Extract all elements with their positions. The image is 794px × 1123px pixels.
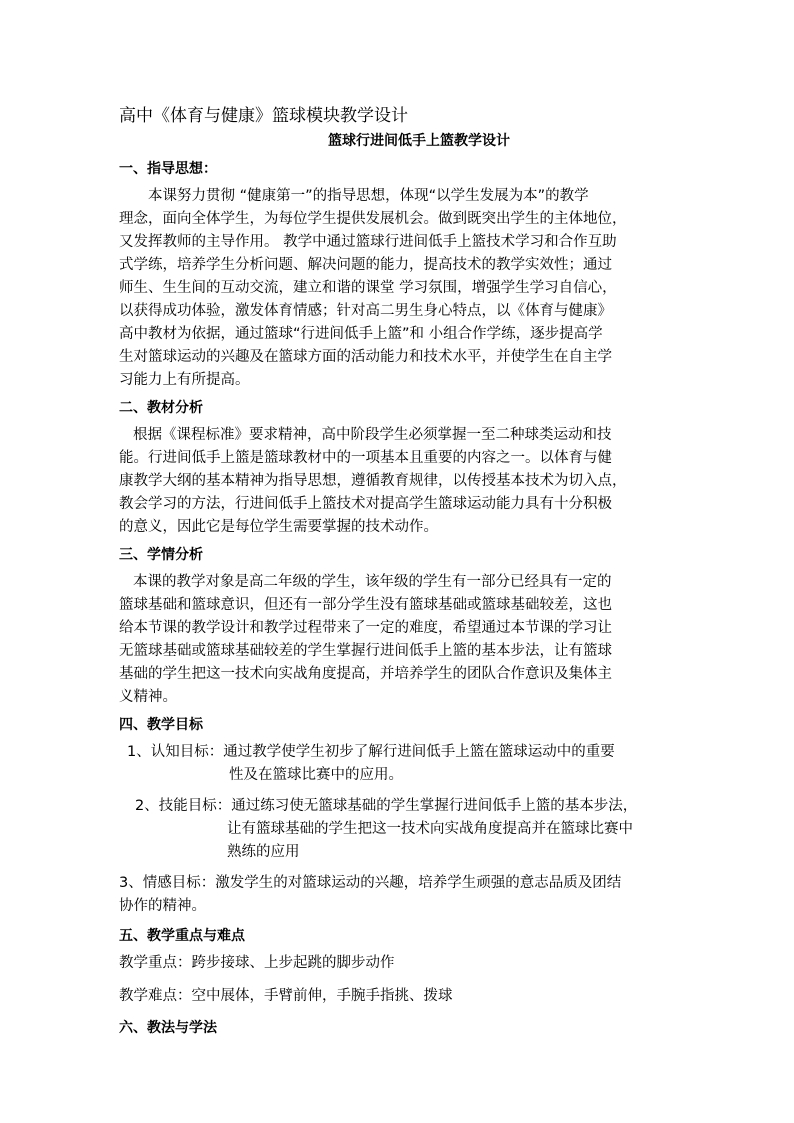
paragraph-line: 又发挥教师的主导作用。 教学中通过篮球行进间低手上篮技术学习和合作互助 — [119, 234, 617, 250]
section-heading-guiding-ideology: 一、指导思想： — [119, 161, 217, 177]
objective-text: 性及在篮球比赛中的应用。 — [229, 767, 403, 783]
section-paragraph-textbook-analysis — [119, 424, 681, 539]
objective-text: 通过教学使学生初步了解行进间低手上篮在篮球运动中的重要 — [223, 744, 615, 760]
paragraph-line: 本课的教学对象是高二年级的学生，该年级的学生有一部分已经具有一定的 — [133, 574, 612, 590]
paragraph-line: 根据《课程标准》要求精神，高中阶段学生必须掌握一至二种球类运动和技 — [133, 427, 612, 443]
objective-text: 通过练习使无篮球基础的学生掌握行进间低手上篮的基本步法， — [231, 798, 638, 814]
objective-label: 1、认知目标： — [127, 744, 224, 760]
paragraph-line: 基础的学生把这一技术向实战角度提高，并培养学生的团队合作意识及集体主 — [119, 666, 612, 682]
paragraph-line: 无篮球基础或篮球基础较差的学生掌握行进间低手上篮的基本步法，让有篮球 — [119, 643, 612, 659]
objective-affective — [119, 872, 681, 918]
paragraph-line: 高中教材为依据，通过篮球“行进间低手上篮”和 小组合作学练，逐步提高学 — [119, 326, 603, 342]
paragraph-line: 式学练，培养学生分析问题、解决问题的能力，提高技术的教学实效性；通过 — [119, 257, 612, 273]
paragraph-line: 的意义，因此它是每位学生需要掌握的技术动作。 — [119, 519, 438, 535]
objective-cognitive — [119, 741, 681, 787]
objective-text: 协作的精神。 — [119, 898, 206, 914]
objective-text: 3、情感目标：激发学生的对篮球运动的兴趣，培养学生顽强的意志品质及团结 — [119, 875, 622, 891]
paragraph-line: 生对篮球运动的兴趣及在篮球方面的活动能力和技术水平，并使学生在自主学 — [119, 349, 612, 365]
objective-label: 2、技能目标： — [135, 798, 232, 814]
section-paragraph-learner-analysis — [119, 571, 681, 709]
paragraph-line: 理念，面向全体学生，为每位学生提供发展机会。做到既突出学生的主体地位， — [119, 211, 627, 227]
paragraph-line: 习能力上有所提高。 — [119, 372, 250, 388]
paragraph-line: 本课努力贯彻 “健康第一”的指导思想，体现“以学生发展为本”的教学 — [148, 188, 589, 204]
teaching-difficult-point: 教学难点：空中展体，手臂前伸，手腕手指挑、拨球 — [119, 988, 453, 1004]
section-heading-textbook-analysis: 二、教材分析 — [119, 400, 203, 416]
paragraph-line: 能。行进间低手上篮是篮球教材中的一项基本且重要的内容之一。以体育与健 — [119, 450, 612, 466]
paragraph-line: 篮球基础和篮球意识，但还有一部分学生没有篮球基础或篮球基础较差，这也 — [119, 597, 612, 613]
paragraph-line: 义精神。 — [119, 689, 177, 705]
objective-text: 熟练的应用 — [227, 844, 300, 860]
section-heading-learner-analysis: 三、学情分析 — [119, 547, 203, 563]
paragraph-line: 给本节课的教学设计和教学过程带来了一定的难度，希望通过本节课的学习让 — [119, 620, 612, 636]
objective-text: 让有篮球基础的学生把这一技术向实战角度提高并在篮球比赛中 — [227, 821, 633, 837]
section-heading-teaching-methods: 六、教法与学法 — [119, 1020, 217, 1036]
objective-skill — [119, 795, 681, 864]
document-title: 高中《体育与健康》篮球模块教学设计 — [119, 106, 408, 126]
paragraph-line: 康教学大纲的基本精神为指导思想，遵循教育规律，以传授基本技术为切入点， — [119, 473, 627, 489]
section-heading-key-difficult-points: 五、教学重点与难点 — [119, 928, 245, 944]
paragraph-line: 以获得成功体验，激发体育情感；针对高二男生身心特点，以《体育与健康》 — [119, 303, 612, 319]
section-heading-teaching-objectives: 四、教学目标 — [119, 717, 203, 733]
paragraph-line: 教会学习的方法，行进间低手上篮技术对提高学生篮球运动能力具有十分积极 — [119, 496, 612, 512]
teaching-key-point: 教学重点：跨步接球、上步起跳的脚步动作 — [119, 955, 395, 971]
section-paragraph-guiding-ideology — [119, 185, 681, 392]
document-body — [119, 105, 681, 1044]
paragraph-line: 师生、生生间的互动交流，建立和谐的课堂 学习氛围，增强学生学习自信心， — [119, 280, 617, 296]
document-subtitle: 篮球行进间低手上篮教学设计 — [328, 133, 510, 149]
